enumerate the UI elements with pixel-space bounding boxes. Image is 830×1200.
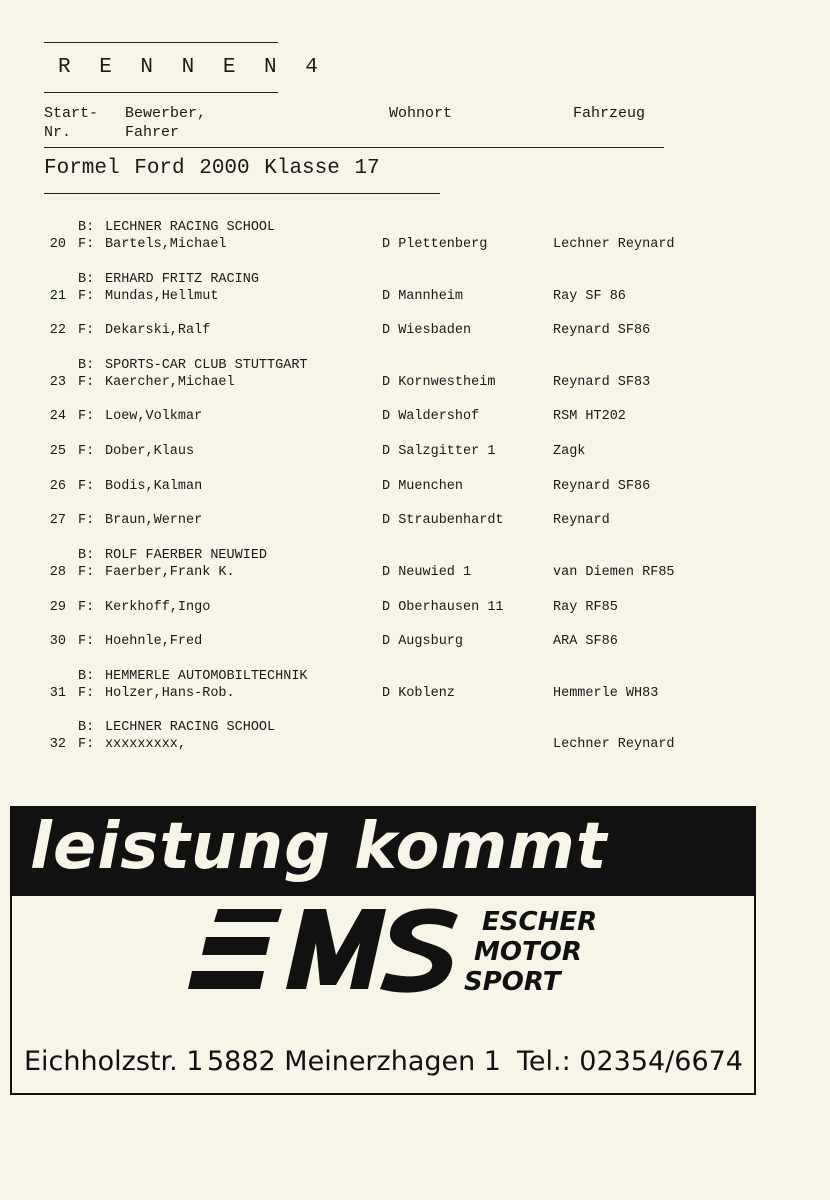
entry-wohnort: D Kornwestheim: [382, 375, 496, 390]
ad-street: Eichholzstr. 1: [24, 1046, 204, 1077]
entry-wohnort: D Wiesbaden: [382, 323, 472, 338]
entry-fahrer: Loew,Volkmar: [105, 409, 203, 424]
entry-fahrer: xxxxxxxxx,: [105, 737, 187, 752]
ems-logo-letters: EMS: [186, 890, 215, 909]
entry-fahrzeug: Lechner Reynard: [553, 237, 675, 252]
ad-city: 5882 Meinerzhagen 1: [207, 1046, 501, 1077]
entry-fahrzeug: Reynard SF86: [553, 323, 651, 338]
entry-bewerber: LECHNER RACING SCHOOL: [105, 220, 276, 235]
entry-start-nr: 21: [49, 289, 66, 304]
entry-wohnort: D Muenchen: [382, 479, 464, 494]
fahrer-label: F:: [78, 513, 95, 528]
entry-start-nr: 26: [49, 479, 66, 494]
entry-wohnort: D Waldershof: [382, 409, 480, 424]
entry-start-nr: 24: [49, 409, 66, 424]
race-title: R E N N E N 4: [58, 56, 326, 79]
fahrer-label: F:: [78, 444, 95, 459]
entry-fahrer: Mundas,Hellmut: [105, 289, 219, 304]
entry-fahrzeug: Reynard: [553, 513, 610, 528]
fahrer-label: F:: [78, 479, 95, 494]
entry-wohnort: D Mannheim: [382, 289, 464, 304]
entry-wohnort: D Neuwied 1: [382, 565, 472, 580]
entry-fahrer: Kerkhoff,Ingo: [105, 600, 211, 615]
entry-fahrer: Faerber,Frank K.: [105, 565, 235, 580]
ad-slogan: leistung kommt: [30, 810, 608, 884]
bewerber-label: B:: [78, 548, 95, 563]
class-rule: [44, 193, 440, 194]
entry-fahrer: Dekarski,Ralf: [105, 323, 211, 338]
entry-start-nr: 25: [49, 444, 66, 459]
class-title: Formel Ford 2000 Klasse 17: [44, 157, 380, 180]
bewerber-label: B:: [78, 220, 95, 235]
col-header-start-line2: Nr.: [44, 124, 72, 141]
title-rule-top: [44, 42, 278, 43]
entry-fahrzeug: Ray SF 86: [553, 289, 626, 304]
entry-wohnort: D Salzgitter 1: [382, 444, 496, 459]
entry-wohnort: D Oberhausen 11: [382, 600, 504, 615]
entry-wohnort: D Plettenberg: [382, 237, 488, 252]
entry-wohnort: D Koblenz: [382, 686, 455, 701]
col-header-fahrer-line2: Fahrer: [125, 124, 180, 141]
entry-wohnort: D Augsburg: [382, 634, 464, 649]
col-header-bewerber-line1: Bewerber,: [125, 105, 207, 122]
col-header-wohnort: Wohnort: [389, 105, 453, 122]
logo-word-sport: SPORT: [464, 967, 561, 997]
entry-bewerber: HEMMERLE AUTOMOBILTECHNIK: [105, 669, 308, 684]
entry-start-nr: 20: [49, 237, 66, 252]
fahrer-label: F:: [78, 323, 95, 338]
entry-fahrzeug: RSM HT202: [553, 409, 626, 424]
fahrer-label: F:: [78, 375, 95, 390]
fahrer-label: F:: [78, 289, 95, 304]
col-header-start-line1: Start-: [44, 105, 99, 122]
fahrer-label: F:: [78, 409, 95, 424]
entry-start-nr: 30: [49, 634, 66, 649]
fahrer-label: F:: [78, 634, 95, 649]
fahrer-label: F:: [78, 237, 95, 252]
ad-phone: Tel.: 02354/6674: [517, 1046, 743, 1077]
entry-start-nr: 29: [49, 600, 66, 615]
entry-wohnort: D Straubenhardt: [382, 513, 504, 528]
col-header-fahrzeug: Fahrzeug: [573, 105, 646, 122]
entry-start-nr: 22: [49, 323, 66, 338]
entry-fahrzeug: Zagk: [553, 444, 586, 459]
entry-bewerber: SPORTS-CAR CLUB STUTTGART: [105, 358, 308, 373]
fahrer-label: F:: [78, 737, 95, 752]
bewerber-label: B:: [78, 358, 95, 373]
entry-start-nr: 31: [49, 686, 66, 701]
entry-fahrzeug: Reynard SF86: [553, 479, 651, 494]
entry-fahrzeug: ARA SF86: [553, 634, 618, 649]
entry-fahrer: Hoehnle,Fred: [105, 634, 203, 649]
ad-slogan-banner: [10, 806, 754, 896]
logo-word-motor: MOTOR: [474, 937, 582, 967]
entry-fahrzeug: Lechner Reynard: [553, 737, 675, 752]
bewerber-label: B:: [78, 669, 95, 684]
entry-fahrer: Kaercher,Michael: [105, 375, 235, 390]
entry-fahrer: Braun,Werner: [105, 513, 203, 528]
entry-fahrer: Bartels,Michael: [105, 237, 227, 252]
entry-fahrzeug: Reynard SF83: [553, 375, 651, 390]
entry-bewerber: ERHARD FRITZ RACING: [105, 272, 259, 287]
entry-fahrzeug: Hemmerle WH83: [553, 686, 659, 701]
header-rule: [44, 147, 664, 148]
ems-logo-words: [464, 907, 597, 997]
entry-fahrer: Holzer,Hans-Rob.: [105, 686, 235, 701]
bewerber-label: B:: [78, 272, 95, 287]
entry-fahrzeug: Ray RF85: [553, 600, 618, 615]
col-header-start: [44, 104, 98, 142]
col-header-bewerber: [125, 104, 206, 142]
bewerber-label: B:: [78, 720, 95, 735]
fahrer-label: F:: [78, 686, 95, 701]
entry-fahrer: Bodis,Kalman: [105, 479, 203, 494]
logo-word-escher: ESCHER: [482, 907, 598, 937]
entry-start-nr: 27: [49, 513, 66, 528]
entry-fahrzeug: van Diemen RF85: [553, 565, 675, 580]
entry-fahrer: Dober,Klaus: [105, 444, 195, 459]
fahrer-label: F:: [78, 565, 95, 580]
entry-start-nr: 28: [49, 565, 66, 580]
entry-start-nr: 23: [49, 375, 66, 390]
entry-start-nr: 32: [49, 737, 66, 752]
entry-bewerber: ROLF FAERBER NEUWIED: [105, 548, 268, 563]
title-rule-bottom: [44, 92, 278, 93]
entry-bewerber: LECHNER RACING SCHOOL: [105, 720, 276, 735]
fahrer-label: F:: [78, 600, 95, 615]
